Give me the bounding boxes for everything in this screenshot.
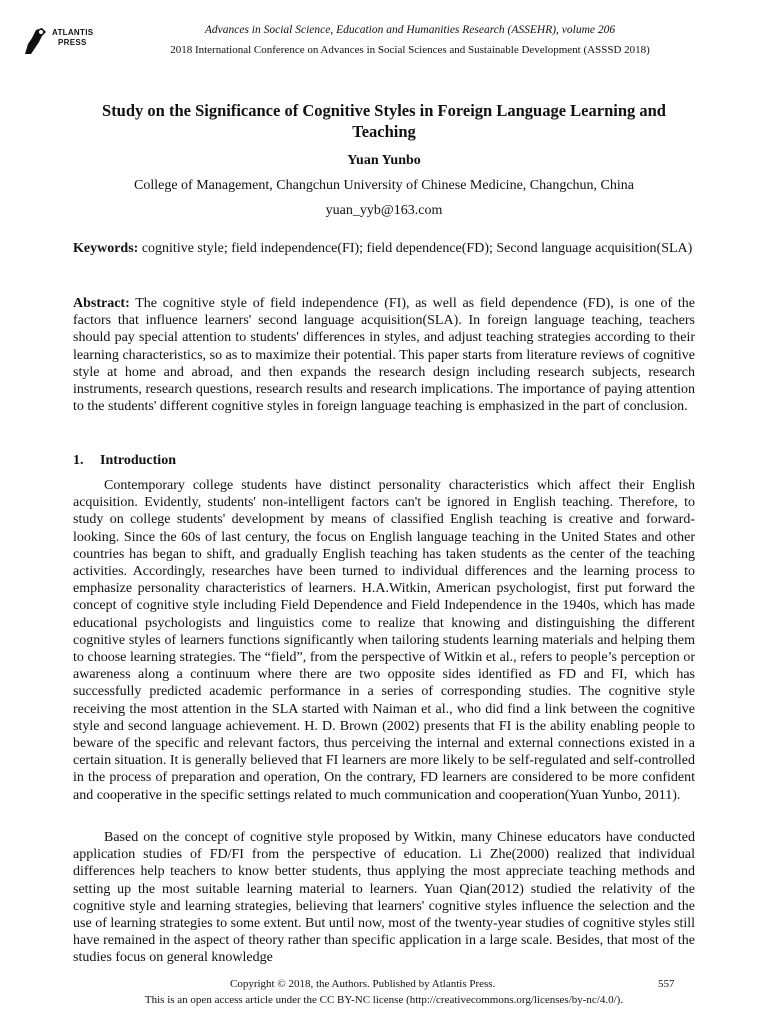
logo-line-1: ATLANTIS [52,28,94,37]
section-heading [73,453,176,469]
logo-text [52,28,93,48]
abstract [73,295,695,415]
section-number: 1. [73,453,84,468]
paper-title: Study on the Significance of Cognitive Styles in Foreign Language Learning and Teaching [102,101,666,141]
logo-line-2: PRESS [58,38,87,47]
author-affiliation: College of Management, Changchun University of Chinese Medicine, Changchun, China [133,178,634,193]
abstract-text: The cognitive style of field independence (FI), as well as field dependence (FD), is one of the factors that influence learners' second language acquisition(SLA). In foreign language teaching, teachers should pay special attention to students' differences in styles, and adjust teaching strategies according to their learning characteristics, so as to maximize their potential. This paper starts from literature reviews of cognitive style at home and abroad, and then expands the research design including research subjects, research instruments, research questions, research results and research implications. The importance of paying attention to the students' different cognitive styles in foreign language teaching is emphasized in the part of conclusion. [73,296,695,415]
footer-license: This is an open access article under the CC BY-NC license (http://creativecommons.org/licenses/by-nc/4.0/). [144,994,624,1006]
author-name: Yuan Yunbo [347,153,421,168]
page-number: 557 [658,978,675,990]
abstract-label: Abstract: [73,296,130,311]
section-title: Introduction [100,453,176,468]
keywords [73,240,695,257]
publisher-logo [22,22,112,62]
atlantis-press-logo-icon [22,26,48,56]
body-paragraph: Based on the concept of cognitive style proposed by Witkin, many Chinese educators have conducted application studies of FD/FI from the perspective of education. Li Zhe(2000) realized that individual differences help teachers to know better students, thus applying the most appreciate teaching methods and setting up the most suitable learning material to learners. Yuan Qian(2012) studied the relativity of the cognitive style and learning strategies, believing that learners' cognitive styles influence the selection and the use of learning strategies to some extent. But until now, most of the twenty-year studies of cognitive styles still have remained in the aspect of theory rather than specific application in a large scale. Besides, that most of the studies focus on general knowledge [73,830,695,966]
keywords-text: cognitive style; field independence(FI); field dependence(FD); Second language acquisition(SLA) [138,241,693,256]
body-paragraph: Contemporary college students have distinct personality characteristics which affect their English acquisition. Evidently, students' non-intelligent factors can't be ignored in English teaching. Therefore, to study on college students' development by means of classified English teaching is creative and forward-looking. Since the 60s of last century, the focus on English language teaching in the United States and other countries has began to shift, and gradually English teaching has taken students as the center of the teaching activities. Accordingly, researches have been turned to individual differences and the learning process to emphasize personality characteristics of learners. H.A.Witkin, American psychologist, first put forward the concept of cognitive style including Field Dependence and Field Independence in the 1940s, which has made educational psychologists and linguistics come to realize that knowing and distinguishing the different cognitive styles of learners functions significantly when tailoring students learning materials and helping them to choose learning strategies. The “field”, from the perspective of Witkin et al., refers to people’s perception or awareness along a continuum where there are two opposite sides identified as FD and FI, which has successfully predicted academic performance in a series of corresponding studies. The cognitive style receiving the most attention in the SLA started with Naiman et al., who did find a link between the cognitive style and second language achievement. H. D. Brown (2002) presents that FI is the ability enabling people to beware of the specific and relevant factors, thus perceiving the internal and external connections existed in a certain situation. It is generally believed that FI learners are more likely to be self-regulated and self-controlled in the process of preparation and operation, On the contrary, FD learners are considered to be more confident and cooperative in the specific settings related to much communication and cooperation(Yuan Yunbo, 2011). [73,478,695,803]
conference-header: 2018 International Conference on Advances in Social Sciences and Sustainable Development (ASSSD 2018) [170,44,650,56]
journal-header: Advances in Social Science, Education and Humanities Research (ASSEHR), volume 206 [204,24,616,36]
author-email: yuan_yyb@163.com [325,203,443,218]
keywords-label: Keywords: [73,241,139,256]
footer-copyright: Copyright © 2018, the Authors. Published by Atlantis Press. [230,978,496,990]
